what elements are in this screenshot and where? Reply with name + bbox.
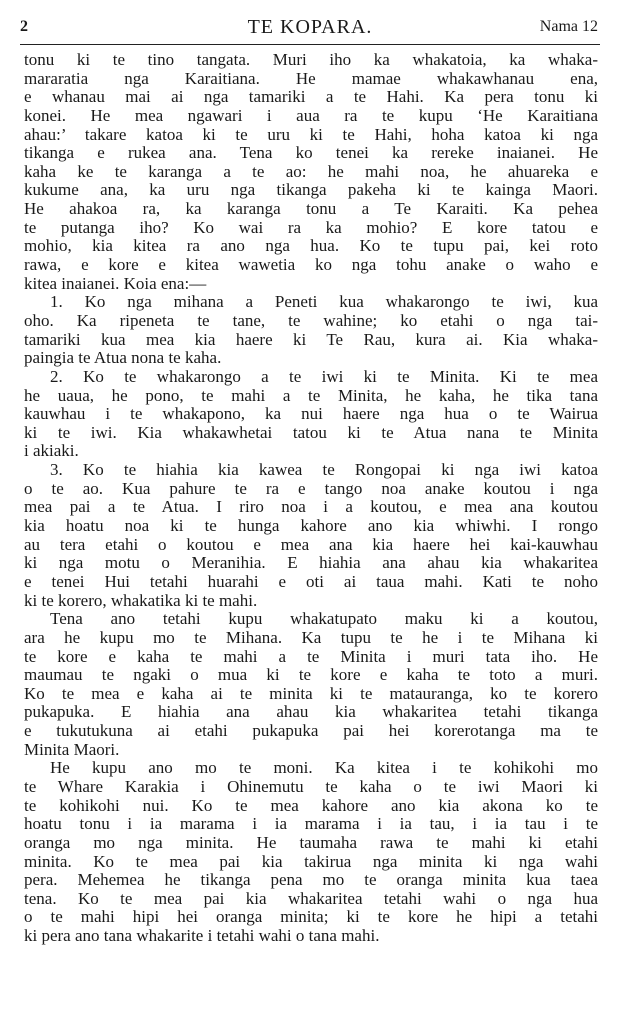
page-number: 2 (20, 18, 28, 35)
text-line: Tena ano tetahi kupu whakatupato maku ki a koutou, (50, 610, 598, 629)
text-line: He kupu ano mo te moni. Ka kitea i te kohikohi mo (50, 759, 598, 778)
text-line: ki nga motu o Meranihia. E hiahia ana ahau kia whakaritea (24, 554, 598, 573)
text-line: ahau:’ takare katoa ki te uru ki te Hahi, hoha katoa ki nga (24, 125, 598, 144)
text-line: o te mahi hipi hei oranga minita; ki te kore he hipi a tetahi (24, 908, 598, 927)
text-line: e whanau mai ai nga tamariki a te Hahi. Ka pera tonu ki (24, 88, 598, 107)
text-line: tikanga e rukea ana. Tena ko tenei ka rereke inaianei. He (24, 144, 598, 163)
text-line: te kore e kaha te mahi a te Minita i muri tata iho. He (24, 647, 598, 666)
paragraph (24, 610, 598, 759)
text-line: hoatu tonu i ia marama i ia marama i ia tau, i ia tau i te (24, 815, 598, 834)
text-line: ki te korero, whakatika ki te mahi. (24, 591, 258, 610)
text-line: tamariki kua mea kia haere ki Te Rau, kura ai. Kia whaka- (24, 330, 598, 349)
body-text (20, 51, 600, 946)
text-line: mohio, kia kitea ra ano nga hua. Ko te tupu pai, kei roto (24, 237, 598, 256)
text-line: 2. Ko te whakarongo a te iwi ki te Minita. Ki te mea (50, 367, 598, 386)
text-line: minita. Ko te mea pai kia takirua nga minita ki nga wahi (24, 852, 598, 871)
text-line: mea pai a te Atua. I riro noa i a koutou, e mea ana koutou (24, 498, 598, 517)
text-line: pukapuka. E hiahia ana ahau kia whakaritea tetahi tikanga (24, 703, 598, 722)
text-line: te putanga iho? Ko wai ra ka mohio? E kore tatou e (24, 218, 598, 237)
issue-number: Nama 12 (539, 18, 598, 35)
text-line: Ko te mea e kaha ai te minita ki te matauranga, ko te korero (24, 684, 598, 703)
text-line: oho. Ka ripeneta te tane, te wahine; ko etahi o nga tai- (24, 311, 598, 330)
text-line: e tenei Hui tetahi huarahi e oti ai taua mahi. Kati te noho (24, 572, 598, 591)
page (20, 14, 600, 946)
text-line: te Whare Karakia i Ohinemutu te kaha o te iwi Maori ki (24, 777, 598, 796)
text-line: pera. Mehemea he tikanga pena mo te oranga minita kua taea (24, 871, 598, 890)
text-line: o te ao. Kua pahure te ra e tango noa anake koutou i nga (24, 479, 598, 498)
text-line: oranga mo nga minita. He taumaha rawa te mahi ki etahi (24, 833, 598, 852)
text-line: te kohikohi nui. Ko te mea kahore ano kia akona ko te (24, 796, 598, 815)
text-line: kauwhau i te whakapono, ka nui haere nga hua o te Wairua (24, 405, 598, 424)
text-line: he uaua, he pono, te mahi a te Minita, he kaha, he tika tana (24, 386, 598, 405)
text-line: rawa, e kore e kitea wawetia ko nga tohu anake o waho e (24, 256, 598, 275)
text-line: 1. Ko nga mihana a Peneti kua whakarongo te iwi, kua (50, 293, 598, 312)
text-line: tena. Ko te mea pai kia whakaritea tetahi wahi o nga hua (24, 889, 598, 908)
text-line: maumau te ngaki o mua ki te kore e kaha te toto a muri. (24, 666, 598, 685)
text-line: tonu ki te tino tangata. Muri iho ka whakatoia, ka whaka- (24, 51, 598, 69)
text-line: Minita Maori. (24, 740, 120, 759)
text-line: ki pera ano tana whakarite i tetahi wahi o tana mahi. (24, 927, 380, 946)
text-line: kitea inaianei. Koia ena:— (24, 274, 207, 293)
paragraph (24, 51, 598, 293)
running-header (20, 14, 600, 45)
paragraph (24, 461, 598, 610)
text-line: ara he kupu mo te Mihana. Ka tupu te he i te Mihana ki (24, 628, 598, 647)
text-line: kia hoatu noa ki te hunga kahore ano kia whiwhi. I rongo (24, 517, 598, 536)
text-line: paingia te Atua nona te kaha. (24, 349, 222, 368)
text-line: kukume ana, ka uru nga tikanga pakeha ki te kainga Maori. (24, 181, 598, 200)
text-line: 3. Ko te hiahia kia kawea te Rongopai ki nga iwi katoa (50, 461, 598, 480)
text-line: kaha ke te karanga a te ao: he mahi noa, he ahuareka e (24, 162, 598, 181)
text-line: ki te iwi. Kia whakawhetai tatou ki te Atua nana te Minita (24, 423, 598, 442)
journal-title: TE KOPARA. (247, 16, 373, 38)
text-line: i akiaki. (24, 442, 79, 461)
text-line: mararatia nga Karaitiana. He mamae whakawhanau ena, (24, 69, 598, 88)
text-line: au tera etahi o koutou e mea ana kia haere hei kai-kauwhau (24, 535, 598, 554)
paragraph (24, 368, 598, 461)
paragraph (24, 293, 598, 368)
text-line: konei. He mea ngawari i aua ra te kupu ‘He Karaitiana (24, 106, 598, 125)
text-line: e tukutukuna ai etahi pukapuka pai hei korerotanga ma te (24, 722, 598, 741)
text-line: He ahakoa ra, ka karanga tonu a Te Karaiti. Ka pehea (24, 200, 598, 219)
paragraph (24, 759, 598, 945)
